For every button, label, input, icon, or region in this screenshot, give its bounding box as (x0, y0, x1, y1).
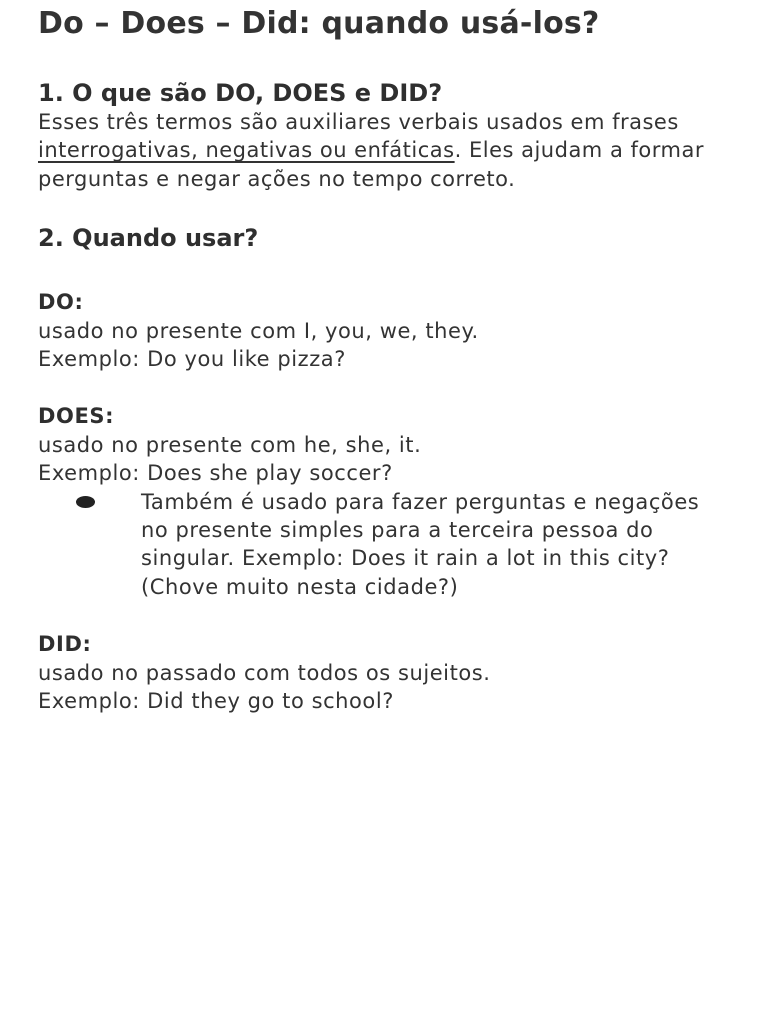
do-usage: usado no presente com I, you, we, they. (38, 318, 479, 343)
did-label: DID: (38, 632, 92, 657)
does-example: Exemplo: Does she play soccer? (38, 461, 393, 486)
paragraph-text-end: . Eles ajudam a formar perguntas e negar ações no tempo correto. (38, 138, 704, 191)
do-label: DO: (38, 290, 84, 315)
paragraph-text-start: Esses três termos são auxiliares verbais usados em frases (38, 110, 679, 134)
do-example: Exemplo: Do you like pizza? (38, 347, 346, 372)
did-example: Exemplo: Did they go to school? (38, 689, 394, 714)
document-title: Do – Does – Did: quando usá-los? (38, 6, 600, 41)
did-usage: usado no passado com todos os sujeitos. (38, 660, 491, 685)
does-usage: usado no presente com he, she, it. (38, 432, 422, 457)
does-label: DOES: (38, 404, 115, 429)
bullet-dot-icon (76, 496, 95, 508)
underlined-link-text[interactable]: interrogativas, negativas ou enfáticas (38, 138, 455, 163)
does-bullet-list (38, 488, 732, 602)
section-heading-what-are: 1. O que são DO, DOES e DID? (38, 79, 443, 107)
list-item (38, 488, 732, 602)
section-paragraph-definition (38, 108, 732, 193)
section-heading-when-to-use: 2. Quando usar? (38, 224, 259, 253)
bullet-text: Também é usado para fazer perguntas e negações no presente simples para a terceira pessoa do singular. Exemplo: Does it rain a lot in this city? (Chove muito nesta cidade?) (141, 489, 700, 599)
